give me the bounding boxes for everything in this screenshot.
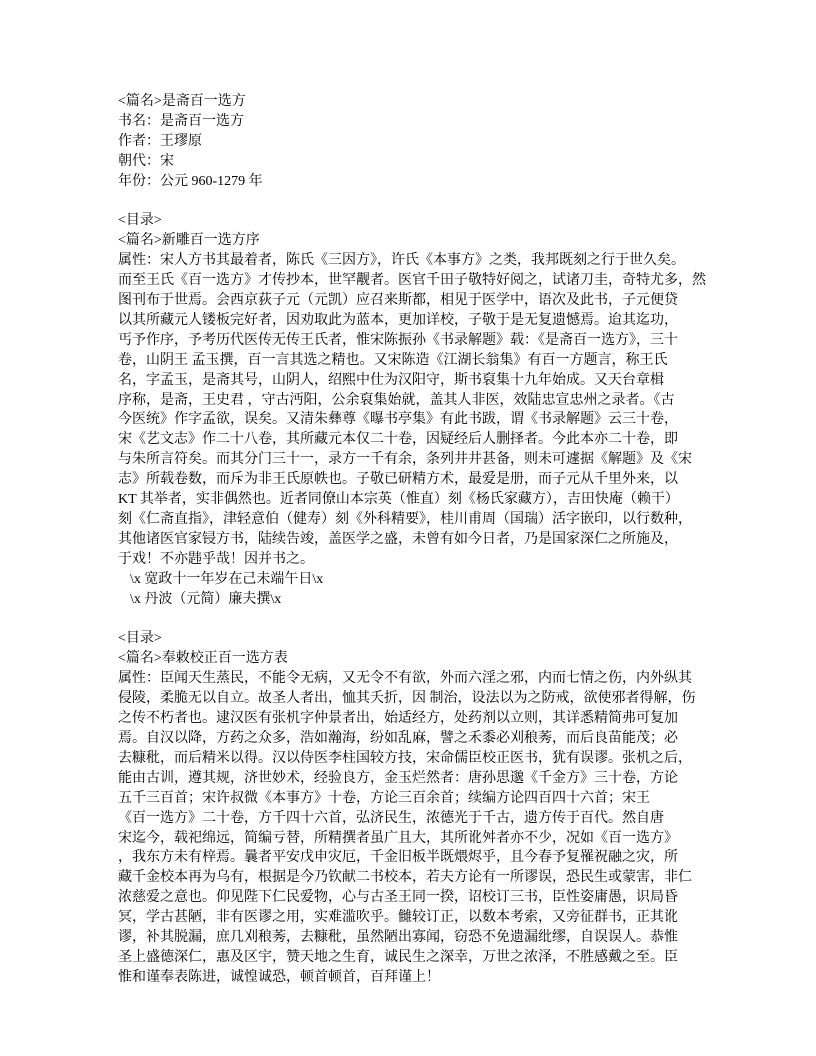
text-line: 属性：宋人方书其最着者，陈氏《三因方》，许氏《本事方》之类，我邦既刻之行于世久矣。	[118, 253, 685, 269]
document-meta	[118, 92, 746, 192]
text-line: 其他诸医官家锓方书，陆续告竣，盖医学之盛，未曾有如今日者，乃是国家深仁之所施及，	[118, 531, 678, 547]
text-line: 名，字孟玉，是斋其号，山阴人，绍熙中仕为汉阳守，斯书裒集十九年始成。又天台章楫	[118, 372, 664, 388]
text-line: 而至王氏《百一选方》才传抄本，世罕觏者。医官千田子敬特好阅之，试诸刀圭，奇特尤多，然	[118, 273, 706, 289]
text-line: 以其所藏元人镂板完好者，因劝取此为蓝本，更加详校，子敬于是无复遗憾焉。迨其迄功，	[118, 312, 678, 328]
text-line: 今医统》作字孟欲，误矣。又清朱彝尊《曝书亭集》有此书跋，谓《书录解题》云三十卷，	[118, 412, 678, 428]
text-line: \x 丹波（元简）廉夫撰\x	[130, 591, 282, 607]
text-line: 与朱所言符矣。而其分门三十一，录方一千有余，条列井井甚备，则未可遽据《解题》及《宋	[118, 452, 692, 468]
text-line: 属性：臣闻天生蒸民，不能令无病，又无令不有欲，外而六淫之邪，内而七情之伤，内外纵其	[118, 671, 692, 687]
text-line: 惟和谨奉表陈进，诚惶诚恐，顿首顿首，百拜谨上！	[118, 969, 440, 985]
text-line: 宋迄今，载祀绵远，简编亏替，所精撰者虽广且大，其所讹舛者亦不少，况如《百一选方》	[118, 830, 678, 846]
text-line: 浓慈爱之意也。仰见陛下仁民爱物，心与古圣王同一揆，诏校订三书，臣性姿庸愚，识局昏	[118, 890, 678, 906]
text-line: 能由古训，遵其规，济世妙术，经验良方，金玉烂然者：唐孙思邈《千金方》三十卷，方论	[118, 770, 678, 786]
text-line: 之传不朽者也。逮汉医有张机字仲景者出，始适经方，处药剂以立则，其详悉精简弗可复加	[118, 711, 678, 727]
section-title: <篇名>新雕百一选方序	[118, 233, 260, 249]
text-line: 圣上盛德深仁，惠及区宇，赞天地之生育，诚民生之深幸，万世之浓泽，不胜感戴之至。臣	[118, 949, 678, 965]
toc-tag: <目录>	[118, 631, 162, 647]
text-line: 刻《仁斋直指》，津轻意伯（健寿）刻《外科精要》，桂川甫周（国瑞）活字嵌印，以行数种，	[118, 512, 692, 528]
text-line: \x 宽政十一年岁在己未端午日\x	[130, 571, 324, 587]
blank-line	[118, 192, 746, 212]
text-line: 冥，学古甚陋，非有医谬之用，实难滥吹乎。雠较订正，以数本考索，又旁征群书，正其讹	[118, 910, 678, 926]
blank-line	[118, 610, 746, 630]
text-line: 藏千金校本再为乌有，根据是今乃钦献二书校本，若夫方论有一所谬误，恐民生或蒙害，非仁	[118, 870, 692, 886]
document-section-1	[118, 192, 746, 610]
text-line: ，我东方未有梓焉。曩者平安戊申灾厄，千金旧板半既煨烬乎，且今春予复罹祝融之灾，所	[118, 850, 678, 866]
text-line: 谬，补其脱漏，庶几刈稂莠，去糠秕，虽然陋出寡闻，窃恐不免遗漏纰缪，自误误人。恭惟	[118, 930, 678, 946]
document-section-2	[118, 610, 746, 988]
text-line: 《百一选方》二十卷，方千四十六首，弘济民生，浓德光于千古，遗方传于百代。然自唐	[118, 810, 664, 826]
meta-dynasty: 朝代：宋	[118, 153, 174, 169]
text-line: 丐予作序，予考历代医传无传王氏者，惟宋陈振孙《书录解题》载：《是斋百一选方》，三十	[118, 332, 678, 348]
text-line: 卷，山阴王 孟玉撰，百一言其选之精也。又宋陈造《江湖长翁集》有百一方题言，称王氏	[118, 352, 668, 368]
meta-author: 作者：王璆原	[118, 133, 202, 149]
text-line: 宋《艺文志》作二十八卷，其所藏元本仅二十卷，因疑经后人删择者。今此本亦二十卷，即	[118, 432, 678, 448]
text-line: 五千三百首；宋许叔微《本事方》十卷，方论三百余首；续编方论四百四十六首；宋王	[118, 790, 650, 806]
section-title: <篇名>奉敕校正百一选方表	[118, 651, 288, 667]
text-line: 焉。自汉以降，方药之众多，浩如瀚海，纷如乱麻，譬之禾黍必刈稂莠，而后良苗能茂；必	[118, 730, 678, 746]
text-line: 于戏！不亦韪乎哉！因并书之。	[118, 551, 314, 567]
meta-title-tag: <篇名>是斋百一选方	[118, 94, 246, 109]
meta-year: 年份：公元 960-1279 年	[118, 173, 263, 189]
text-line: 志》所载卷数，而斥为非王氏原帙也。子敬已研精方术，最爱是册，而子元从千里外来，以	[118, 472, 678, 488]
text-line: 图刊布于世焉。会西京荻子元（元凯）应召来斯都，相见于医学中，语次及此书，子元便贷	[118, 293, 678, 309]
toc-tag: <目录>	[118, 213, 162, 229]
text-line: KT 其举者，实非偶然也。近者同僚山本宗英（惟直）刻《杨氏家藏方），吉田快庵（赖干）	[118, 492, 679, 508]
meta-book-name: 书名：是斋百一选方	[118, 113, 244, 129]
document-sections	[118, 192, 746, 988]
text-line: 侵陵，柔脆无以自立。故圣人者出，恤其夭折，因 制治，设法以为之防戒，欲使邪者得解，伤	[118, 691, 696, 707]
text-line: 序称，是斋，王史君 ，守古沔阳，公余裒集始就，盖其人非医，效陆忠宣忠州之录者。《古	[118, 392, 675, 408]
text-line: 去糠秕，而后精米以得。汉以侍医李柱国较方技，宋命儒臣校正医书，犹有误谬。张机之后，	[118, 750, 692, 766]
